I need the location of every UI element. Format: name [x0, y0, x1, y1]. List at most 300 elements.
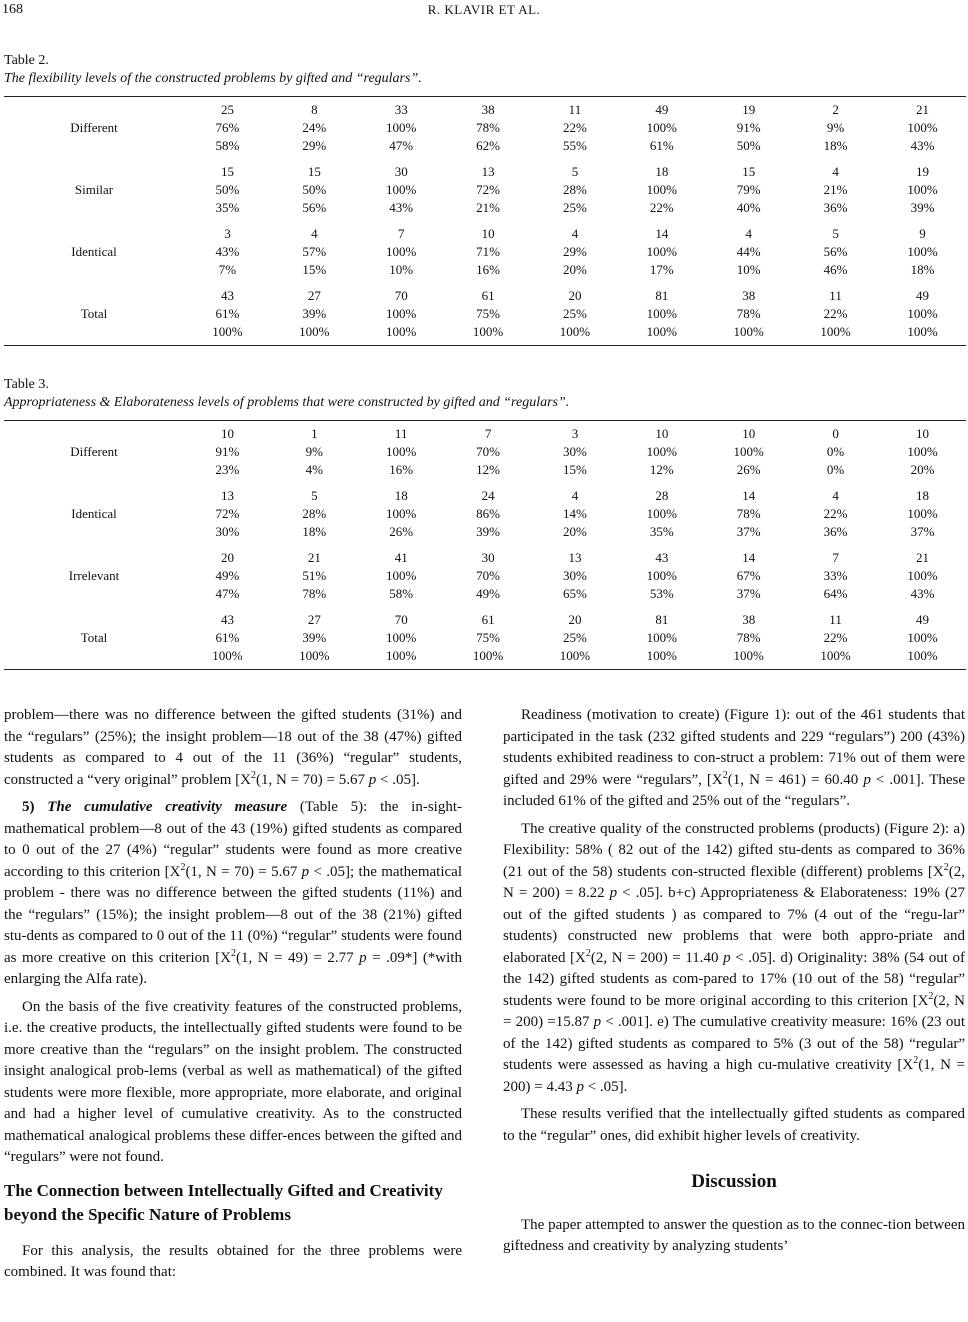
- cell-value: 23%: [215, 462, 240, 477]
- cell-value: 27: [307, 288, 321, 303]
- table-cell: [184, 607, 271, 669]
- cell-value: 62%: [476, 138, 500, 153]
- cell-value: 2: [832, 102, 839, 117]
- table-cell: [184, 545, 271, 607]
- table-2-grid: [4, 97, 966, 345]
- cell-value: 78%: [476, 120, 500, 135]
- cell-value: 30: [481, 550, 495, 565]
- table-cell: [532, 159, 619, 221]
- cell-value: 44%: [736, 244, 761, 259]
- cell-value: 61%: [215, 306, 240, 321]
- right-paragraph-3: These results verified that the intellectually gifted students as compared to the “regular” ones, did exhibit higher levels of creativity.: [503, 1106, 965, 1144]
- cell-value: 3: [224, 226, 231, 241]
- cell-value: 70: [394, 288, 408, 303]
- cell-value: 100%: [386, 244, 417, 259]
- cell-value: 37%: [736, 524, 761, 539]
- cell-value: 29%: [302, 138, 327, 153]
- cell-value: 19: [742, 102, 756, 117]
- cell-value: 11: [568, 102, 582, 117]
- cell-value: 100%: [646, 120, 677, 135]
- cell-value: 22%: [563, 120, 587, 135]
- table-cell: [358, 421, 445, 483]
- table-cell: [879, 607, 966, 669]
- cell-value: 49%: [215, 568, 240, 583]
- cell-value: 0: [832, 426, 839, 441]
- table-row: [4, 483, 966, 545]
- cell-value: 100%: [907, 244, 938, 259]
- cell-value: 100%: [733, 444, 764, 459]
- cell-value: 29%: [563, 244, 587, 259]
- cell-value: 100%: [907, 506, 938, 521]
- cell-value: 13: [220, 488, 234, 503]
- table-cell: [618, 607, 705, 669]
- cell-value: 4: [745, 226, 752, 241]
- left-paragraph-2: 5) The cumulative creativity measure (Table 5): the in-sight-mathematical problem—8 out of the 43 (19%) gifted students as compared to 0 out of the 27 (4%) “regular” students were found as more creative according to this criterion [$X^2(1$, N = 70) = 5.67 p < .05]; the mathematical problem - there was no difference between the gifted students (11%) and the “regulars” (15%); the insight problem—8 out of the 38 (21%) gifted stu-dents as compared to 0 out of the 11 (0%) “regular” students were found as more creative on this criterion [$X^2(1$, N = 49) = 2.77 p = .09*] (*with enlarging the Alfa rate).: [4, 799, 462, 987]
- table-cell: [618, 283, 705, 345]
- cell-value: 100%: [299, 648, 330, 663]
- table-2: [4, 52, 966, 346]
- table-cell: [532, 483, 619, 545]
- cell-value: 61: [481, 612, 495, 627]
- table-cell: [792, 159, 879, 221]
- table-cell: [618, 221, 705, 283]
- cell-value: 13: [568, 550, 582, 565]
- table-cell: [358, 159, 445, 221]
- cell-value: 21: [916, 102, 929, 117]
- table-2-title: The flexibility levels of the constructed problems by gifted and “regulars”.: [4, 71, 422, 86]
- cell-value: 18%: [823, 138, 848, 153]
- table-cell: [879, 483, 966, 545]
- table-row: [4, 283, 966, 345]
- cell-value: 28%: [302, 506, 327, 521]
- cell-value: 100%: [386, 648, 417, 663]
- table-cell: [879, 221, 966, 283]
- cell-value: 7: [397, 226, 405, 241]
- cell-value: 10: [481, 226, 495, 241]
- cell-value: 14: [742, 488, 756, 503]
- cell-value: 25: [220, 102, 234, 117]
- table-cell: [358, 483, 445, 545]
- cell-value: 37%: [910, 524, 935, 539]
- cell-value: 30%: [215, 524, 240, 539]
- cell-value: 50%: [302, 182, 327, 197]
- cell-value: 70: [394, 612, 408, 627]
- table-cell: [792, 97, 879, 159]
- table-cell: [445, 607, 532, 669]
- cell-value: 100%: [472, 324, 504, 339]
- cell-value: 25%: [563, 306, 587, 321]
- table-cell: [271, 545, 358, 607]
- table-cell: [879, 421, 966, 483]
- cell-value: 100%: [386, 324, 417, 339]
- cell-value: 43%: [910, 586, 935, 601]
- cell-value: 10: [220, 426, 234, 441]
- cell-value: 100%: [386, 444, 417, 459]
- cell-value: 53%: [649, 586, 674, 601]
- cell-value: 38: [742, 612, 756, 627]
- cell-value: 14: [655, 226, 669, 241]
- cell-value: 100%: [907, 568, 938, 583]
- left-paragraph-4: For this analysis, the results obtained for the three problems were combined. It was found that:: [4, 1242, 462, 1280]
- cell-value: 46%: [823, 262, 848, 277]
- cell-value: 100%: [646, 506, 677, 521]
- left-paragraph-1: problem—there was no difference between the gifted students (31%) and the “regulars” (25%); the insight problem—18 out of the 38 (47%) gifted students as compared to 4 out of the 11 (36%) “regular” students, constructed a “very original” problem [$X^2(1$, N = 70) = 5.67 p < .05].: [4, 707, 462, 788]
- cell-value: 40%: [736, 200, 761, 215]
- cell-value: 16%: [476, 262, 500, 277]
- table-cell: [879, 545, 966, 607]
- cell-value: 25%: [563, 630, 587, 645]
- cell-value: 26%: [389, 524, 414, 539]
- cell-value: 81: [655, 612, 669, 627]
- cell-value: 10: [655, 426, 669, 441]
- table-cell: [705, 159, 792, 221]
- cell-value: 78%: [302, 586, 327, 601]
- table-cell: [271, 159, 358, 221]
- cell-value: 30: [394, 164, 408, 179]
- cell-value: 100%: [472, 648, 504, 663]
- cell-value: 57%: [302, 244, 327, 259]
- page-header: [0, 0, 968, 24]
- cell-value: 14%: [563, 506, 587, 521]
- cell-value: 11: [394, 426, 408, 441]
- cell-value: 100%: [646, 568, 677, 583]
- cell-value: 39%: [910, 200, 935, 215]
- cell-value: 1: [311, 426, 318, 441]
- table-row: [4, 545, 966, 607]
- cell-value: 100%: [646, 648, 677, 663]
- cell-value: 9%: [826, 120, 845, 135]
- cell-value: 100%: [299, 324, 330, 339]
- table-cell: [445, 421, 532, 483]
- cell-value: 16%: [389, 462, 414, 477]
- table-cell: [792, 607, 879, 669]
- table-cell: [445, 221, 532, 283]
- table-cell: [705, 421, 792, 483]
- cell-value: 30%: [563, 568, 587, 583]
- cell-value: 3: [571, 426, 579, 441]
- table-cell: [445, 545, 532, 607]
- cell-value: 21%: [823, 182, 848, 197]
- cell-value: 86%: [476, 506, 500, 521]
- table-cell: [271, 221, 358, 283]
- cell-value: 100%: [386, 630, 417, 645]
- table-cell: [618, 159, 705, 221]
- cell-value: 70%: [476, 444, 500, 459]
- cell-value: 19: [916, 164, 929, 179]
- cell-value: 65%: [563, 586, 587, 601]
- cell-value: 10: [742, 426, 756, 441]
- running-head: R. KLAVIR ET AL.: [427, 2, 541, 17]
- cell-value: 20: [220, 550, 234, 565]
- table-cell: [879, 97, 966, 159]
- cell-value: 41: [394, 550, 408, 565]
- cell-value: 47%: [215, 586, 240, 601]
- table-cell: [184, 421, 271, 483]
- cell-value: 35%: [215, 200, 240, 215]
- cell-value: 20%: [910, 462, 935, 477]
- cell-value: 11: [829, 612, 842, 627]
- cell-value: 15: [742, 164, 756, 179]
- table-cell: [271, 283, 358, 345]
- cell-value: 4: [832, 488, 839, 503]
- table-cell: [358, 545, 445, 607]
- cell-value: 28%: [563, 182, 587, 197]
- cell-value: 33: [394, 102, 408, 117]
- cell-value: 51%: [302, 568, 327, 583]
- cell-value: 79%: [736, 182, 761, 197]
- cell-value: 11: [829, 288, 842, 303]
- table-cell: [358, 607, 445, 669]
- table-cell: [184, 483, 271, 545]
- table-cell: [184, 283, 271, 345]
- cell-value: 100%: [212, 648, 243, 663]
- cell-value: 37%: [736, 586, 761, 601]
- table-3-number: Table 3.: [4, 377, 49, 392]
- cell-value: 20: [568, 288, 582, 303]
- cell-value: 43%: [215, 244, 240, 259]
- cell-value: 15: [220, 164, 234, 179]
- cell-value: 72%: [476, 182, 500, 197]
- cell-value: 76%: [215, 120, 240, 135]
- table-cell: [618, 421, 705, 483]
- cell-value: 49: [916, 288, 929, 303]
- cell-value: 43: [220, 612, 234, 627]
- cell-value: 100%: [559, 324, 591, 339]
- cell-value: 15%: [563, 462, 587, 477]
- table-cell: [532, 545, 619, 607]
- cell-value: 50%: [736, 138, 761, 153]
- cell-value: 71%: [476, 244, 500, 259]
- cell-value: 12%: [649, 462, 674, 477]
- table-cell: [705, 283, 792, 345]
- cell-value: 30%: [563, 444, 587, 459]
- cell-value: 20%: [563, 262, 587, 277]
- cell-value: 43%: [910, 138, 935, 153]
- cell-value: 47%: [389, 138, 414, 153]
- table-cell: [271, 483, 358, 545]
- cell-value: 58%: [389, 586, 414, 601]
- cell-value: 24%: [302, 120, 327, 135]
- cell-value: 12%: [476, 462, 500, 477]
- cell-value: 100%: [559, 648, 591, 663]
- cell-value: 21: [307, 550, 321, 565]
- cell-value: 72%: [215, 506, 240, 521]
- cell-value: 43%: [389, 200, 414, 215]
- cell-value: 61%: [215, 630, 240, 645]
- cell-value: 100%: [646, 324, 677, 339]
- cell-value: 75%: [476, 306, 500, 321]
- cell-value: 27: [307, 612, 321, 627]
- table-cell: [358, 221, 445, 283]
- row-label: Irrelevant: [68, 568, 120, 583]
- table-cell: [532, 607, 619, 669]
- cell-value: 0%: [826, 444, 845, 459]
- cell-value: 18%: [302, 524, 327, 539]
- table-cell: [184, 97, 271, 159]
- row-label: Similar: [74, 182, 114, 197]
- row-label: Identical: [71, 244, 117, 259]
- cell-value: 39%: [302, 306, 327, 321]
- cell-value: 100%: [907, 630, 938, 645]
- cell-value: 64%: [823, 586, 848, 601]
- cell-value: 100%: [907, 444, 938, 459]
- cell-value: 49: [655, 102, 669, 117]
- table-cell: [792, 545, 879, 607]
- cell-value: 91%: [215, 444, 240, 459]
- cell-value: 4: [832, 164, 839, 179]
- cell-value: 36%: [823, 524, 848, 539]
- cell-value: 21: [916, 550, 929, 565]
- table-cell: [705, 545, 792, 607]
- right-paragraph-4: The paper attempted to answer the question as to the connec-tion between giftedness and creativity by analyzing students’: [503, 1216, 965, 1254]
- table-cell: [445, 97, 532, 159]
- cell-value: 49: [916, 612, 929, 627]
- table-cell: [792, 421, 879, 483]
- table-cell: [445, 159, 532, 221]
- cell-value: 91%: [736, 120, 761, 135]
- cell-value: 4%: [305, 462, 323, 477]
- cell-value: 56%: [302, 200, 327, 215]
- cell-value: 100%: [820, 648, 851, 663]
- cell-value: 33%: [823, 568, 848, 583]
- cell-value: 49%: [476, 586, 500, 601]
- cell-value: 9%: [305, 444, 323, 459]
- cell-value: 7: [832, 550, 839, 565]
- cell-value: 21%: [476, 200, 500, 215]
- cell-value: 18: [655, 164, 669, 179]
- table-cell: [705, 97, 792, 159]
- cell-value: 20%: [563, 524, 587, 539]
- row-label: Total: [80, 630, 108, 645]
- table-2-number: Table 2.: [4, 53, 49, 68]
- cell-value: 14: [742, 550, 756, 565]
- discussion-heading: Discussion: [691, 1171, 777, 1192]
- cell-value: 58%: [215, 138, 240, 153]
- table-cell: [618, 545, 705, 607]
- cell-value: 38: [481, 102, 495, 117]
- cell-value: 100%: [646, 630, 677, 645]
- table-row: [4, 97, 966, 159]
- table-cell: [532, 421, 619, 483]
- cell-value: 43: [655, 550, 669, 565]
- table-cell: [358, 97, 445, 159]
- table-3-title: Appropriateness & Elaborateness levels of problems that were constructed by gifted and “regulars”.: [4, 395, 570, 410]
- cell-value: 39%: [476, 524, 500, 539]
- cell-value: 78%: [736, 306, 761, 321]
- cell-value: 8: [311, 102, 318, 117]
- table-cell: [445, 283, 532, 345]
- cell-value: 18: [916, 488, 929, 503]
- cell-value: 26%: [736, 462, 761, 477]
- right-paragraph-2: The creative quality of the constructed problems (products) (Figure 2): a) Flexibility: 58% ( 82 out of the 142) gifted stu-dents as compared to 36% (21 out of the 58) students con-structed flexible (different) problems [$X^2(2$, N = 200) = 8.22 p < .05]. b+c) Appropriateness & Elaborateness: 19% (27 out of the gifted students ) as compared to 7% (4 out of the “regu-lar” students) constructed new problems that were both appro-priate and elaborated [$X^2(2$, N = 200) = 11.40 p < .05]. d) Originality: 38% (54 out of the 142) gifted students as com-pared to 17% (10 out of the 58) “regular” students were found to be more original according to this criterion [$X^2(2$, N = 200) =15.87 p < .001]. e) The cumulative creativity measure: 16% (23 out of the 142) gifted students as compared to 5% (3 out of the 58) “regular” students were assessed as having a high cu-mulative creativity [$X^2(1$, N = 200) = 4.43 p < .05].: [503, 820, 966, 1095]
- cell-value: 100%: [646, 244, 677, 259]
- table-cell: [445, 483, 532, 545]
- table-cell: [532, 283, 619, 345]
- cell-value: 78%: [736, 506, 761, 521]
- cell-value: 24: [481, 488, 495, 503]
- cell-value: 56%: [823, 244, 848, 259]
- table-row: [4, 421, 966, 483]
- table-row: [4, 221, 966, 283]
- table-3-grid: [4, 421, 966, 669]
- cell-value: 100%: [907, 182, 938, 197]
- cell-value: 5: [571, 164, 579, 179]
- cell-value: 100%: [386, 182, 417, 197]
- cell-value: 5: [832, 226, 839, 241]
- cell-value: 10: [916, 426, 929, 441]
- cell-value: 4: [311, 226, 318, 241]
- cell-value: 100%: [907, 324, 938, 339]
- row-label: Different: [70, 444, 118, 459]
- cell-value: 61%: [649, 138, 674, 153]
- cell-value: 100%: [733, 648, 764, 663]
- cell-value: 39%: [302, 630, 327, 645]
- cell-value: 100%: [820, 324, 851, 339]
- cell-value: 75%: [476, 630, 500, 645]
- right-paragraph-1: Readiness (motivation to create) (Figure 1): out of the 461 students that participated in the task (232 gifted students and 229 “regulars”) 200 (43%) students exhibited readiness to con-struct a problem: 71% out of them were gifted and 29% were “regulars”, [$X^2(1$, N = 461) = 60.40 p < .001]. These included 61% of the gifted and 25% out of the “regulars”.: [503, 707, 966, 809]
- cell-value: 22%: [823, 506, 848, 521]
- cell-value: 67%: [736, 568, 761, 583]
- table-cell: [879, 159, 966, 221]
- cell-value: 10%: [736, 262, 761, 277]
- cell-value: 100%: [646, 444, 677, 459]
- table-cell: [792, 483, 879, 545]
- cell-value: 15%: [302, 262, 327, 277]
- cell-value: 81: [655, 288, 669, 303]
- cell-value: 22%: [823, 306, 848, 321]
- cell-value: 15: [307, 164, 321, 179]
- table-cell: [705, 483, 792, 545]
- cell-value: 20: [568, 612, 582, 627]
- cell-value: 10%: [389, 262, 414, 277]
- cell-value: 38: [742, 288, 756, 303]
- cell-value: 100%: [386, 306, 417, 321]
- cell-value: 100%: [646, 306, 677, 321]
- cell-value: 5: [311, 488, 318, 503]
- cell-value: 9: [919, 226, 926, 241]
- cell-value: 100%: [733, 324, 764, 339]
- cell-value: 100%: [907, 306, 938, 321]
- cell-value: 25%: [563, 200, 587, 215]
- section-title: The Connection between Intellectually Gifted and Creativity beyond the Specific Nature of Problems: [4, 1180, 443, 1224]
- cell-value: 0%: [826, 462, 845, 477]
- cell-value: 22%: [649, 200, 674, 215]
- table-cell: [618, 97, 705, 159]
- row-label: Total: [80, 306, 108, 321]
- cell-value: 100%: [907, 120, 938, 135]
- row-label: Different: [70, 120, 118, 135]
- table-cell: [618, 483, 705, 545]
- cell-value: 100%: [386, 568, 417, 583]
- cell-value: 70%: [476, 568, 500, 583]
- cell-value: 50%: [215, 182, 240, 197]
- row-label: Identical: [71, 506, 117, 521]
- cell-value: 13: [481, 164, 495, 179]
- cell-value: 4: [571, 488, 579, 503]
- cell-value: 100%: [386, 120, 417, 135]
- cell-value: 22%: [823, 630, 848, 645]
- cell-value: 18%: [910, 262, 935, 277]
- cell-value: 36%: [823, 200, 848, 215]
- cell-value: 100%: [907, 648, 938, 663]
- table-cell: [532, 221, 619, 283]
- cell-value: 55%: [563, 138, 587, 153]
- cell-value: 7%: [218, 262, 237, 277]
- cell-value: 17%: [649, 262, 674, 277]
- table-cell: [705, 607, 792, 669]
- cell-value: 28: [655, 488, 669, 503]
- cell-value: 78%: [736, 630, 761, 645]
